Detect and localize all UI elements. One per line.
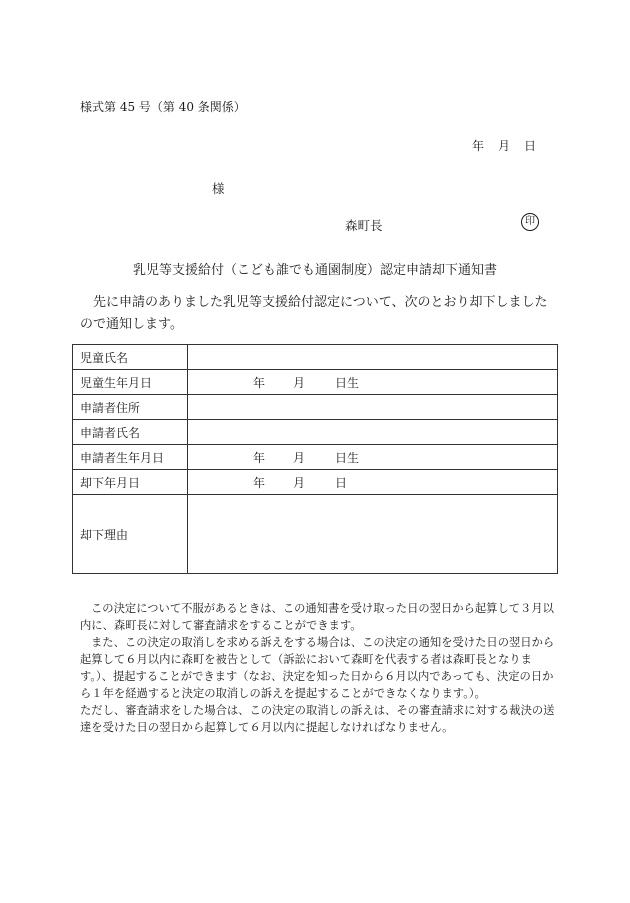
row-label: 却下理由 bbox=[73, 495, 188, 574]
date-day-label: 日 bbox=[524, 139, 537, 153]
note-paragraph: また、この決定の取消しを求める訴えをする場合は、この決定の通知を受けた日の翌日から起算して６月以内に森町を被告として（訴訟において森町を代表する者は森町長となります。）、提起することができます（なお、決定を知った日から６月以内であっても、決定の日から１年を経過すると決定の取消しの訴えを提起することができなくなります。）。 bbox=[80, 636, 555, 700]
month-label: 月 bbox=[293, 475, 306, 490]
date-year-label: 年 bbox=[472, 139, 485, 153]
row-value bbox=[188, 345, 558, 370]
appeal-notes bbox=[80, 600, 556, 736]
row-value bbox=[188, 470, 558, 495]
row-label: 申請者氏名 bbox=[73, 420, 188, 445]
table-row bbox=[73, 495, 558, 574]
row-value bbox=[188, 395, 558, 420]
table-row bbox=[73, 370, 558, 395]
year-label: 年 bbox=[253, 450, 266, 465]
year-label: 年 bbox=[253, 375, 266, 390]
day-label: 日 bbox=[335, 475, 348, 490]
note-paragraph: この決定について不服があるときは、この通知書を受け取った日の翌日から起算して３月以内に、森町長に対して審査請求をすることができます。 bbox=[80, 602, 554, 632]
date-month-label: 月 bbox=[498, 139, 511, 153]
table-row bbox=[73, 420, 558, 445]
row-value bbox=[188, 370, 558, 395]
row-label: 申請者住所 bbox=[73, 395, 188, 420]
table-row bbox=[73, 470, 558, 495]
row-label: 申請者生年月日 bbox=[73, 445, 188, 470]
day-label: 日生 bbox=[335, 375, 360, 390]
row-label: 児童生年月日 bbox=[73, 370, 188, 395]
issue-date bbox=[472, 137, 536, 154]
document-title: 乳児等支援給付（こども誰でも通園制度）認定申請却下通知書 bbox=[132, 263, 497, 278]
row-value bbox=[188, 495, 558, 574]
row-value bbox=[188, 445, 558, 470]
table-row bbox=[73, 445, 558, 470]
info-table bbox=[72, 344, 558, 574]
row-label: 却下年月日 bbox=[73, 470, 188, 495]
month-label: 月 bbox=[293, 375, 306, 390]
row-label: 児童氏名 bbox=[73, 345, 188, 370]
row-value bbox=[188, 420, 558, 445]
intro-paragraph: 先に申請のありました乳児等支援給付認定について、次のとおり却下しましたので通知します。 bbox=[80, 295, 548, 332]
table-row bbox=[73, 345, 558, 370]
day-label: 日生 bbox=[335, 450, 360, 465]
form-number: 様式第 45 号（第 40 条関係） bbox=[80, 100, 246, 114]
addressee-suffix: 様 bbox=[212, 181, 225, 196]
month-label: 月 bbox=[293, 450, 306, 465]
seal-mark: 印 bbox=[521, 213, 539, 231]
issuer-name: 森町長 bbox=[345, 218, 383, 233]
note-paragraph: ただし、審査請求をした場合は、この決定の取消しの訴えは、その審査請求に対する裁決の送達を受けた日の翌日から起算して６月以内に提起しなければなりません。 bbox=[80, 704, 555, 734]
table-row bbox=[73, 395, 558, 420]
year-label: 年 bbox=[253, 475, 266, 490]
